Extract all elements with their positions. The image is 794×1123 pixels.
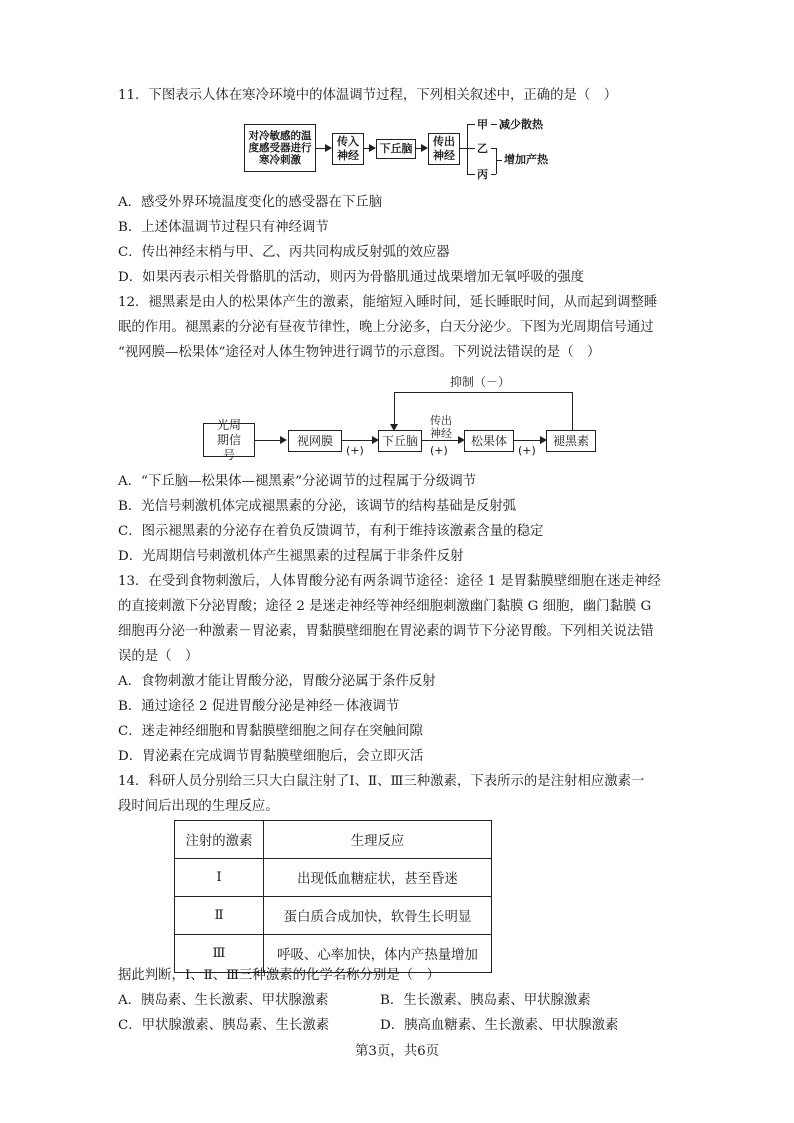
q14-stem-line-1: 14．科研人员分别给三只大白鼠注射了Ⅰ、Ⅱ、Ⅲ三种激素，下表所示的是注射相应激素一: [118, 774, 645, 789]
q11-branch-bottom: [467, 174, 475, 175]
q12-plus-label-1: (+): [346, 444, 364, 457]
q12-stem-line-2: 眠的作用。褪黑素的分泌有昼夜节律性，晚上分泌多，白天分泌少。下图为光周期信号通过: [118, 320, 654, 335]
q12-melatonin-box: 褪黑素: [546, 430, 596, 452]
q11-heat-bracket: [496, 148, 497, 174]
table-cell-hormone: Ⅱ: [175, 897, 264, 935]
q13-option-a: A．食物刺激才能让胃酸分泌，胃酸分泌属于条件反射: [118, 674, 436, 689]
q12-inhibit-label: 抑制（－）: [450, 375, 511, 389]
q11-stimulus-box: 对冷敏感的温度感受器进行寒冷刺激: [244, 124, 316, 172]
q11-reduce-heat-label: 减少散热: [499, 118, 543, 131]
q12-arrow-line-1: [255, 440, 282, 441]
q12-feedback-right: [572, 392, 573, 432]
q11-arrow-head-1: [325, 144, 332, 152]
q12-stem-line-3: “视网膜—松果体”途径对人体生物钟进行调节的示意图。下列说法错误的是（ ）: [118, 345, 601, 360]
q11-option-d: D．如果丙表示相关骨骼肌的活动，则丙为骨骼肌通过战栗增加无氧呼吸的强度: [118, 270, 585, 285]
q12-feedback-left: [394, 392, 395, 426]
q13-option-c: C．迷走神经细胞和胃黏膜壁细胞之间存在突触间隙: [118, 724, 423, 739]
table-header-row: [175, 821, 492, 859]
q14-option-b: B．生长激素、胰岛素、甲状腺激素: [380, 993, 591, 1008]
q11-afferent-box: 传入神经: [332, 133, 364, 165]
table-cell-reaction: 蛋白质合成加快，软骨生长明显: [264, 897, 492, 935]
q11-bing-dash: [491, 174, 496, 175]
q14-question: 据此判断，Ⅰ、Ⅱ、Ⅲ三种激素的化学名称分别是（ ）: [118, 968, 440, 983]
q12-option-a: A．“下丘脑—松果体—褪黑素”分泌调节的过程属于分级调节: [118, 474, 477, 489]
q11-heat-dash: [496, 160, 502, 161]
page-number-footer: 第3页，共6页: [355, 1044, 439, 1059]
q12-option-c: C．图示褪黑素的分泌存在着负反馈调节，有利于维持该激素含量的稳定: [118, 524, 544, 539]
q13-stem-line-3: 细胞再分泌一种激素－胃泌素，胃黏膜壁细胞在胃泌素的调节下分泌胃酸。下列相关说法错: [118, 624, 654, 639]
q14-stem-line-2: 段时间后出现的生理反应。: [118, 799, 279, 814]
table-cell-reaction: 出现低血糖症状，甚至昏迷: [264, 859, 492, 897]
q12-option-b: B．光信号刺激机体完成褪黑素的分泌，该调节的结构基础是反射弧: [118, 499, 517, 514]
q11-hypothalamus-box: 下丘脑: [376, 139, 416, 159]
q13-stem-line-4: 误的是（ ）: [118, 649, 199, 664]
q12-plus-label-3: (+): [518, 444, 536, 457]
q13-stem-line-1: 13．在受到食物刺激后，人体胃酸分泌有两条调节途径：途径 1 是胃黏膜壁细胞在迷走神经: [118, 574, 661, 589]
q11-branch-mid: [467, 148, 475, 149]
q12-feedback-top: [394, 392, 572, 393]
q12-arrow-line-2: [342, 440, 374, 441]
q11-arrow-head-2: [369, 144, 376, 152]
q12-signal-box: 光周期信号: [203, 423, 255, 457]
q13-stem-line-2: 的直接刺激下分泌胃酸；途径 2 是迷走神经等神经细胞刺激幽门黏膜 G 细胞，幽门黏膜 G: [118, 599, 652, 614]
q11-yi-label: 乙: [477, 142, 488, 155]
q12-arrow-head-1: [280, 436, 287, 444]
q12-efferent-label: 传出神经: [430, 414, 452, 440]
q14-option-a: A．胰岛素、生长激素、甲状腺激素: [118, 993, 329, 1008]
q14-hormone-table: [174, 820, 492, 973]
q11-branch-top: [467, 124, 475, 125]
q11-branch-stub: [460, 148, 467, 149]
q11-jia-dash: [491, 124, 497, 125]
q13-option-b: B．通过途径 2 促进胃酸分泌是神经－体液调节: [118, 699, 400, 714]
table-row: [175, 897, 492, 935]
q12-stem-line-1: 12．褪黑素是由人的松果体产生的激素，能缩短入睡时间，延长睡眠时间，从而起到调整睡: [118, 295, 658, 310]
q11-increase-heat-label: 增加产热: [504, 153, 548, 166]
q11-option-c: C．传出神经末梢与甲、乙、丙共同构成反射弧的效应器: [118, 245, 450, 260]
q12-retina-box: 视网膜: [288, 430, 342, 452]
table-row: [175, 859, 492, 897]
table-cell-hormone: Ⅲ: [175, 935, 264, 973]
q13-option-d: D．胃泌素在完成调节胃黏膜壁细胞后，会立即灭活: [118, 749, 424, 764]
table-header-cell: 生理反应: [264, 821, 492, 859]
q11-stem: 11．下图表示人体在寒冷环境中的体温调节过程，下列相关叙述中，正确的是（ ）: [118, 88, 618, 103]
table-cell-reaction: 呼吸、心率加快，体内产热量增加: [264, 935, 492, 973]
table-header-cell: 注射的激素: [175, 821, 264, 859]
q12-option-d: D．光周期信号刺激机体产生褪黑素的过程属于非条件反射: [118, 549, 464, 564]
q12-hypothalamus-box: 下丘脑: [378, 430, 422, 452]
q12-arrow-line-4: [514, 440, 542, 441]
q11-option-a: A．感受外界环境温度变化的感受器在下丘脑: [118, 195, 383, 210]
q11-bing-label: 丙: [477, 168, 488, 181]
q11-option-b: B．上述体温调节过程只有神经调节: [118, 220, 329, 235]
q14-option-c: C．甲状腺激素、胰岛素、生长激素: [118, 1018, 330, 1033]
q11-arrow-head-3: [421, 144, 428, 152]
q12-pineal-box: 松果体: [464, 430, 514, 452]
q12-arrow-line-3: [422, 440, 460, 441]
q11-jia-label: 甲: [477, 118, 488, 131]
q14-option-d: D．胰高血糖素、生长激素、甲状腺激素: [380, 1018, 619, 1033]
q12-plus-label-2: (+): [430, 444, 448, 457]
table-cell-hormone: Ⅰ: [175, 859, 264, 897]
q11-branch-trunk: [467, 124, 468, 174]
q11-efferent-box: 传出神经: [428, 133, 460, 165]
